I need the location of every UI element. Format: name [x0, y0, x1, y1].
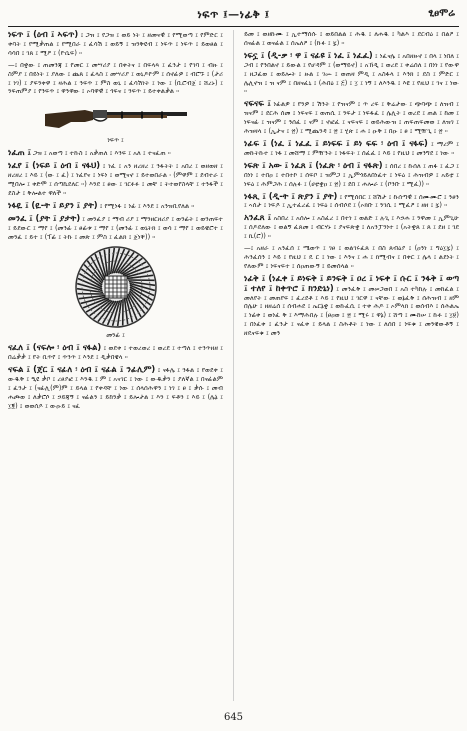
dictionary-entry [8, 343, 223, 362]
entry-headword: ናፍናፍ ፤ [244, 98, 271, 109]
entry-definition: ጋዝ ፤ አወጣ ፤ ተኩስ ፤ አቃጠለ ፤ እንፍ ፤ አለ ፤ ተናፈጠ ። [33, 149, 171, 158]
dictionary-entry [8, 201, 223, 211]
dictionary-entry [8, 161, 223, 198]
entry-definition: —፤ በቋው ፤ ጠመንጃ ፤ የመር ፤ መሣሪያ ፤ በቀትና ፤ በፍላጻ ፤ ፈንታ ፤ የገባ ፤ ብዙ ፤ ስምያ ፤ በይነት ፤ ያለው ፤ ጨጸ ፤ ፈላስ ፤ መሣሪያ ፤ ወኒዶዮም ፤ ሰኖፊዎ ፤ ብሮኙ ፤ (ታሪ ፤ ነገ) ፤ ያፍንቀዋ ፤ ዛሕል ፤ ንፍጥ ፤ ምስ ወኒ ፤ ፈሳሽነት ፤ ነው ፤ (ቢሮብጀ ፤ ሸረኑ) ፤ ንፍጠምያ ፤ የንፍጥ ፤ ዋንዋው ፤ ኦባዋዊ ፤ ጎፍና ፤ ንፍጥ ፤ ይተቀልቃል ። [8, 60, 223, 96]
figure-caption: ነፍጥ ፤ [107, 136, 124, 145]
basket-figure [8, 245, 223, 340]
entry-headword: ነፊቅ ፤ (ነፈቀ ፤ ይነፍቅ ፤ ይንፍቅ ፤ ዐረ ፤ ነፍቀ ፤ ሱር ፤ ንፋቅ ፤ ወጣ ፤ ተለየ ፤ ከቀጥሮ ፤ ክንድኒነ) [244, 272, 459, 293]
entry-definition: ፤ ማረም ፤ መኩትኩተ ፤ ነፋ ፤ መሸማ ፤ ምዥንት ፤ ነፋፍት ፤ ሰፈፈ ፤ እይ ፤ የዚህ ፤ መንግደ ፤ ነው ። [244, 139, 459, 157]
dictionary-entry [8, 365, 223, 411]
entry-headword: መንፈ ፤ (ያት ፤ ያታት) [8, 212, 81, 223]
column-divider [233, 30, 234, 701]
entry-definition: ፤ የሚሰበር ፤ ሸሽታ ፤ ኩሰጣዊ ፤ ሰሙሙሮ ፤ ንፀን ፤ ኣሰታ ፤ ነፍዶ ፤ ኢተፈረፈ ፤ ነፍዕ ፤ ሰብሶደ ፤ (ኦክቡ ፤ ንገሲ ፤ ሚፈዖ ፤ ዘዘ ፤ ፯) ። [244, 192, 459, 210]
dictionary-entry [244, 244, 459, 271]
dictionary-entry [8, 61, 223, 97]
page-number: 645 [223, 712, 244, 723]
entry-headword: ነፋዪ ፤ (ዪ-ት ፤ ይያን ፤ ያት) [8, 199, 98, 210]
entry-headword: አንፈጸ ፤ [244, 212, 272, 223]
entry-definition: ፤ ናፋሌ ፤ ንፋል ፤ የወደቀ ፤ ውዱቅ ፤ ዒዩ ቃቦ ፤ ረፀያፎ ፤ እንዱ ፤ ም ፤ አናገር ፤ ነው ፤ ውዱቃን ፤ ያለኛል ፤ በናፊልም ፤ ፈንታ ፤ (ናፊሊ(ም)ም ፤ ይላል ፤ የቀዳቸ ፤ ነው ፤ ሰላሰሕዋን ፤ ነገ ፤ ፀ ፤ ቃሱ ፤ መብ ሐጮወ ፤ ለቃሮሶ ፤ ኃይጃኝ ፤ ናፊልን ፤ ይከንቃ ፤ ይሎታል ፤ እን ፤ ፍቶን ፤ እይ ፤ (ሌኔ ፤ ፲፪) ፤ ወወሰዶ ፤ ውዑይ ፤ ናፈ [8, 366, 223, 410]
page-header [8, 6, 459, 27]
entry-definition: ፤ መንፈያ ፤ ማብ ሪያ ፤ ማንዘርዘሪያ ፤ ወንፊት ፤ ወንጠፍተ ፤ ይደውር ፤ ማየ ፤ (መንፊ ፤ ፀፊቱ ፤ ማየ ፤ (መንፊ ፤ ወኒትክ ፤ ወሳ ፤ ማየ ፤ ወይዌሮተ ፤ መንፈ ፤ ይተ ፤ (ፕፊ ፤ ትኩ ፤ መጽ ፤ ምስ ፤ ፈልክ ፤ ጀነቐ)) ። [8, 214, 223, 241]
entry-headword: ነፋጺ ፤ (ዲ-ት ፤ ጽያን ፤ ያት) [244, 190, 338, 201]
entry-headword: ነፍኗ ፤ (ዲ-ቃ ፡ ዋ ፤ ናፊዩ ፤ ነፈ ፤ ነፈፈ) [244, 49, 373, 60]
entry-headword: ናፈለ ፤ (ናፍሎ ፡ ዕብ ፤ ናፋል) [8, 342, 102, 353]
entry-definition: ፤ የሚነፋ ፤ ነፊ ፤ እንደ ፤ አንዝቢየለል ። [99, 201, 195, 210]
dictionary-entry [244, 99, 459, 136]
entry-definition: ፤ መንፈቅ ፤ መሠጋወበ ፤ አስ ተካከሉ ፤ መከፈል ፤ መለየት ፤ መጠየፍ ፤ ፈረደቶ ፤ እይ ፤ የዚህ ፤ ገርዋ ፤ ናቸው ፤ ወኔፈቅ ፤ ሰሕዝብ ፤ ዘም በሌሁ ፤ ዘዘሬሰ ፤ ሰብሐደ ፤ ኤርኔቋ ፤ ወኩፈሲ ፤ ተቀ ሕዶ ፤ ኦምላክ ፤ ወሰብእ ፤ ሰሕልኤ ፤ ነፊቀ ፤ ወነፈ ቅ ፤ እማሕበሉ ፤ (ፀዐወ ፤ ፳ ፤ ሚሩ ፤ ዋኔ) ፤ ሸጣ ፤ ሙከሠ ፤ ኩፉ ፤ ፲፱) ፤ በነፈቀ ፤ ፈንታ ፤ ናፈቀ ፤ ይላል ፤ ስሕቶት ፤ ነው ፤ ለሰበ ፤ ነፍቁ ፤ መንዌውቶኝ ፤ ዘዴናፍቁ ፤ መን [244, 284, 459, 338]
entry-definition: ፤ ነፈናሌ ፤ አበዘዙኖ ፤ በላ ፤ ነበለ ፤ ጋብ ፤ የንበልኖ ፤ ይውል ፤ የሆዳም ፤ (ወማይኖ) ፤ አኸዲ ፤ ወረደ ፤ ቀሬሰለ ፤ በነነ ፤ የውዋ ፤ ዘጋፈወ ፤ ወይሎት ፤ ዙል ፤ ገሡ ፤ ወጠዛ ምዲ ፤ አስፋላ ፤ እንክ ፤ ደስ ፤ ምድር ፤ ሌሊኖዝ ፤ ዝ ናም ፤ በዘናፈኒ ፤ (ሕበዕ ፤ ፭) ፤ ፲ ፤ ነኝ ፤ ለእንዱ ፤ እዩ ፤ የዚህ ፤ ገና ፤ ነው ። [244, 51, 459, 96]
rifle-figure [8, 100, 223, 145]
text-columns [8, 30, 459, 701]
entry-headword: ነፈጠ ፤ [8, 147, 31, 158]
entry-headword: ነፊፍ ፤ (ነፈ ፤ ነፈፈ ፤ ይነፍፍ ፤ ይነ ፍፍ ፡ ዕብ ፤ ናፋፍ) [244, 137, 428, 148]
entry-definition: ፤ ወደቀ ፤ ተወረወረ ፤ ወረደ ፤ ተጣለ ፤ ተንጥዘዘ ፤ በሬቃቃ ፤ የት ቢጥየ ፤ ጥንጥ ፤ እንደ ፤ ዲቃበዌላ ። [8, 344, 223, 362]
figure-caption: መንፊ ፤ [106, 331, 125, 340]
left-column [8, 30, 223, 701]
dictionary-entry [244, 51, 459, 97]
right-column [244, 30, 459, 701]
dictionary-entry [244, 161, 459, 189]
dictionary-entry [244, 274, 459, 338]
entry-definition: —፤ አዘራ ፤ አንፈሰ ፤ ሜወጥ ፤ ገፀ ፤ ወልገሩፈጸ ፤ በስ ጸብዕያ ፤ (ዐንነ ፤ ግዕ፲፯) ፤ ሕንፈሰን ፤ እይ ፤ የዚህ ፤ ዴ ር ፤ ነው ፤ እንና ፤ ሐ ፤ ክሚብና ፤ በቀር ፤ ሌላ ፤ ልደነት ፤ የለውም ፤ ነፍናፍተ ፤ ሰዐጠውኝ ፤ ይመሰላል ። [244, 244, 459, 270]
entry-definition: ፤ ነፈ ፤ አን ዘረዘረ ፤ ንፋትት ፤ አበረ ፤ ወዘወዘ ፤ ዘረዘረ ፤ እይ ፤ (ው ፤ ፈ) ፤ ነፈየና ፤ ነፍነ ፤ ወሚናኖ ፤ ይተወበራል ፡ (ምዋም ፤ ደብተራ ፤ ሚበሎ ፤ ቀድሞ ፤ ሰጣኬደለር ።) እንደ ፤ ፀው ፤ ገርፉፉ ፤ መቸ ፤ ትተወየስላቸ ፤ ተንፋች ፤ ደስታ ፤ ቅሎልተ ዋለች ። [8, 162, 223, 197]
entry-headword: ነፍጽ ፤ አው ፤ ነፈጸ ፤ (ነፈጽ ፡ ዕብ ፤ ናፋጽ) [244, 159, 383, 170]
dictionary-entry [8, 30, 223, 58]
dictionary-entry [244, 139, 459, 158]
rifle-illustration [41, 100, 191, 134]
sieve-basket-illustration [74, 245, 158, 329]
entry-definition: ፤ ሰበረ ፤ ኩሰለ ፤ ጠፋ ፤ ፈጋ ፤ በነነ ፤ ተበዐ ፤ ተበተኮ ፤ ሰፍቦ ፤ ዝምጋ ፤ ኢምጎይለበነፈተ ፤ ነፍዕ ፤ ሕዝብዎ ፤ አይቲ ፤ ነፍዕ ፤ ሕምጋሕ ፤ ሰሉፉ ፤ (ሀቲቋዐ ፤ ፳) ፤ ደበ ፤ ሐሎራ ፤ (ቦንቡ ፤ ሚፈ)) ። [244, 161, 459, 188]
entry-definition: ነፊልዎ ፤ የንዎ ፤ ሽንት ፤ የዝናም ፤ ጥ ረፍ ፤ ቅሬታው ፤ ጭባጭ ፤ ለዝብ ፤ ዝናም ፤ ደርሕ ሰመ ፤ ነፍናፍ ፤ ወጠሲ ፤ ንፍታ ፤ ነፍፋፈ ፤ ሌሊት ፤ ወረደ ፤ ጠል ፤ ከመ ፤ ነፍናፊ ፤ ዝናም ፤ ንሰፈ ፤ ናም ፤ ኖፎፈ ፤ ናፍናፍ ፤ ወይሕውዝ ፤ ጠፍጠፍመወ ፤ ለዝገ ፤ ሕዝዛላ ፤ (ኢታና ፤ ፳) ፤ ሚጨንዳ ፤ ፳ ፤ ሂጵ ፤ ሐ ፤ ዑቅ ፤ በዑ ፤ ፀ ፤ ሚዥጊ ፤ ፳ ። [244, 100, 459, 136]
section-mark: ፂፀሞሬ [428, 8, 455, 19]
dictionary-entry [8, 148, 223, 158]
running-title: ነፍጥ ፤—ነፊቅ ፤ [197, 8, 270, 21]
entry-headword: ናፍል ፤ (ጀር ፤ ናፊለ ፡ ዕብ ፤ ናፊል ፤ ንፊሊም) [8, 364, 156, 375]
entry-definition: ይመ ፤ ወዘኩሙ ፤ ኢተማሰሱ ፤ ወይበልል ፤ ሕዱ ፤ ለሐዱ ፤ ካልእ ፤ ደርብዕ ፤ በልዖ ፤ ሰናፊል ፤ ወናፊል ፤ ሰኤለዖ ፤ (ኩፉ ፤ ፯) ። [244, 30, 459, 47]
entry-headword: ነፍጥ ፤ (ዕብ ፤ ኣፍጥ) [8, 30, 79, 39]
dictionary-entry [244, 30, 459, 48]
dictionary-entry [244, 213, 459, 241]
dictionary-entry [8, 214, 223, 242]
entry-definition: ፤ ጋዝ ፤ የጋዝ ፤ ወይ ነት ፤ ዘመናዊ ፤ የሚወጣ ፤ የምድር ፤ ቀባት ፤ የሚቃጠል ፤ የሚበራ ፤ ፈሳሽ ፤ ወይኝ ፤ ዝንቅዩብ ፤ ነፍጥ ፤ ነፍጥ ፤ ይወፀል ፤ ሳሳበ ፤ ገጸ ፤ ሚዖ ፤ (ዮሴፍ) ። [8, 31, 223, 57]
dictionary-entry [244, 192, 459, 211]
entry-definition: አስበረ ፤ አሰሎ ፤ አስፈረ ፤ በተነ ፤ ወልድ ፤ ሉጊ ፤ እኃሐ ፤ ንዋመ ፤ ኢምጊሁ ፤ ሰዶደለው ፤ ወልኝ ፈጸመ ፤ ብርሃኑ ፤ ያናፍጽቋ ፤ ለአንፓንነተ ፤ (አትቋጸ ፤ ጸ ፤ ደዘ ፤ ገደ ፤ ኪ(ሮ)) ። [244, 214, 459, 241]
entry-headword: ነፈየ ፤ (ነፍይ ፤ ዕብ ፤ ናፋህ) [8, 160, 101, 171]
